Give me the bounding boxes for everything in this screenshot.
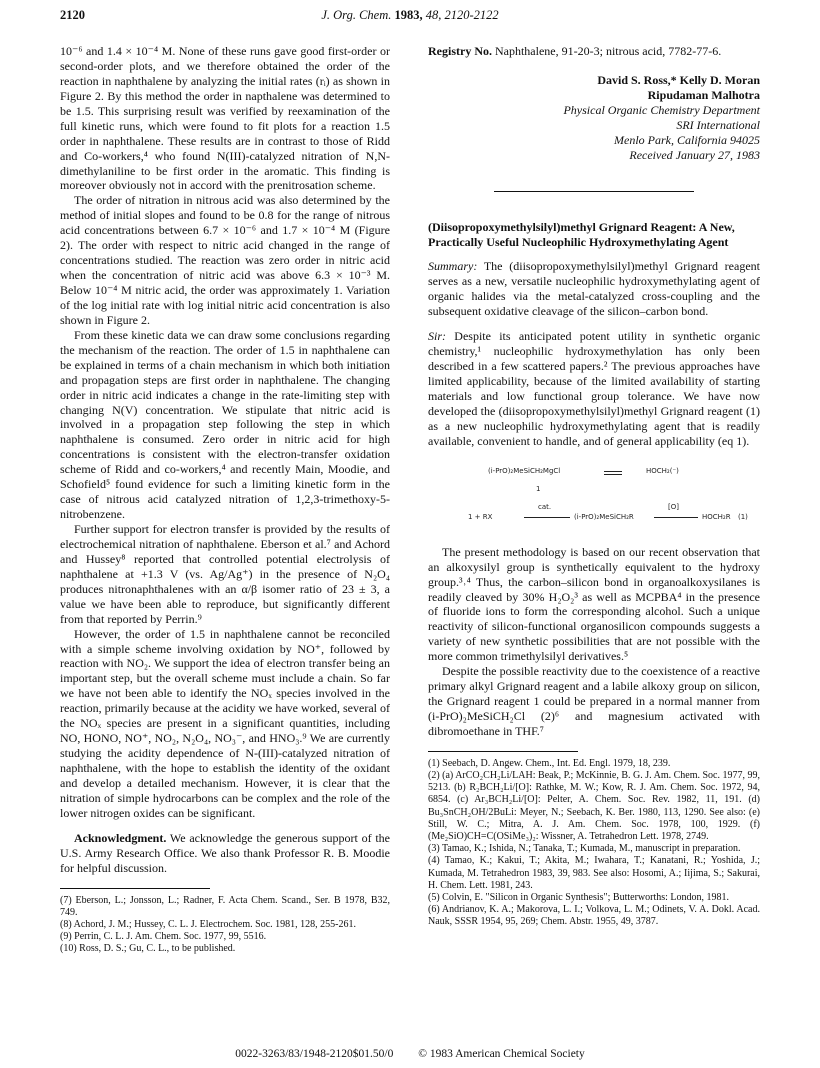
scheme-arrow-2 [654, 517, 698, 518]
sir-paragraph [428, 329, 760, 449]
received-date: Received January 27, 1983 [629, 147, 760, 162]
scheme-catalyst: cat. [538, 502, 552, 511]
footnote-5: (5) Colvin, E. "Silicon in Organic Synthesis"; Butterworths: London, 1981. [428, 891, 730, 903]
footnote-2: (2) (a) ArCO₂CH₂Li/LAH: Beak, P.; McKinnie, B. G. J. Am. Chem. Soc. 1977, 99, 5213. (b) R₂BCH₂Li/[O]: Rathke, M. W.; Kow, R. J. Am. Chem. Soc. 1972, 94, 6854. (c) Ar₃BCH₂Li/[O]: Pelter, A. Chem. Soc. Rev. 1982, 11, 191. (d) Bu₃SnCH₂OH/2BuLi: Meyer, N.; Seebach, K. Ber. 1980, 113, 1290. See also: (e) Still, W. C.; Mitra, A. J. Am. Chem. Soc. 1978, 100, 1929. (f) (Me₂SiO)CH=C(OSiMe₃)₂: Wissner, A. Tetrahedron Lett. 1978, 2749. [428, 770, 760, 842]
left-paragraph-4: Further support for electron transfer is provided by the results of electrochemical nitration of naphthalene. Eberson et al.⁷ and Achord and Hussey⁸ reported that controlled potential electrolysis of naphthalene at +1.3 V (vs. Ag/Ag⁺) in the presence of N₂O₄ produces nitronaphthalenes with an α/β isomer ratio of 23 ± 3, a value we have been able to reproduce, but significantly different from that reported by Perrin.⁹ [60, 522, 390, 626]
authors-line-1: David S. Ross,* Kelly D. Moran [597, 72, 760, 87]
journal-citation [60, 8, 760, 23]
journal-year: 1983, [394, 8, 423, 22]
registry-numbers [428, 44, 760, 59]
acknowledgment-label: Acknowledgment. [74, 830, 167, 845]
left-paragraph-5: However, the order of 1.5 in naphthalene cannot be reconciled with a simple scheme involving oxidation by NO⁺, followed by reaction with NO₂. We support the idea of electron transfer being an important step, but the overall scheme must include a chain. So far we have not been able to identify the NOₓ species involved in the reaction, primarily because at the acidity we have worked, several of the NOₓ species are present in a significant quantities, including NO, HONO, NO⁺, NO₂, N₂O₄, NO₃⁻, and HNO₃.⁹ We are currently studying the acidity dependence of N-(III)-catalyzed nitration of naphthalene, with the hope to establish the identity of the oxidant and develop a detailed mechanism. However, it is clear that the nitration of simple hydrocarbons can be complex and the role of the lower nitrogen oxides can be significant. [60, 626, 390, 820]
scheme-equation-number: (1) [738, 512, 748, 521]
summary-text: The (diisopropoxymethylsilyl)methyl Grignard reagent serves as a new, versatile nucleophilic hydroxymethylating agent of organic halides via the metal-catalyzed cross-coupling and the subsequent oxidative cleavage of the silicon–carbon bond. [428, 259, 760, 319]
scheme-arrow-1 [524, 517, 570, 518]
affiliation-location: Menlo Park, California 94025 [614, 132, 760, 147]
summary [428, 259, 760, 319]
footnote-7: (7) Eberson, L.; Jonsson, L.; Radner, F. Acta Chem. Scand., Ser. B 1978, B32, 749. [60, 894, 390, 918]
journal-volume-pages: 48, 2120-2122 [425, 8, 499, 22]
journal-name: J. Org. Chem. [321, 8, 392, 22]
registry-text: Naphthalene, 91-20-3; nitrous acid, 7782-77-6. [491, 44, 722, 58]
footnote-8: (8) Achord, J. M.; Hussey, C. L. J. Electrochem. Soc. 1981, 128, 255-261. [60, 918, 356, 930]
article-code: 0022-3263/83/1948-2120$01.50/0 [235, 1048, 394, 1060]
scheme-intermediate: (i-PrO)₂MeSiCH₂R [574, 512, 634, 521]
footnote-9: (9) Perrin, C. L. J. Am. Chem. Soc. 1977, 99, 5516. [60, 931, 267, 943]
scheme-compound-label: 1 [536, 484, 541, 493]
affiliation-institution: SRI International [676, 117, 760, 132]
right-column [428, 44, 760, 929]
scheme-product: HOCH₂R [702, 512, 731, 521]
right-paragraph-2: The present methodology is based on our recent observation that an alkoxysilyl group is synthetically equivalent to the hydroxy group.³˒⁴ Thus, the carbon–silicon bond in organoalkoxysilanes is readily cleaved by 30% H₂O₂³ as well as MCPBA⁴ in the presence of fluoride ions to form the corresponding alcohol. Such a unique reactivity of silicon-functional organosilicon compounds suggests a variety of new synthetic possibilities that are not possible with the more common trimethylsilyl derivatives.⁵ [428, 544, 760, 664]
scheme-oxidant: [O] [668, 502, 679, 511]
scheme-reagent: (i-PrO)₂MeSiCH₂MgCl [488, 466, 561, 475]
footnote-10: (10) Ross, D. S.; Gu, C. L., to be published. [60, 943, 236, 955]
reaction-scheme [428, 459, 760, 539]
acknowledgment [60, 831, 390, 876]
sir-label: Sir: [428, 329, 446, 344]
scheme-equivalent: HOCH₂(⁻) [646, 466, 679, 475]
scheme-equivalence-line-bottom [604, 474, 622, 475]
article-title: (Diisopropoxymethylsilyl)methyl Grignard Reagent: A New, Practically Useful Nucleophilic Hydroxymethylating Agent [428, 219, 735, 249]
article-divider [494, 191, 694, 192]
affiliation-department: Physical Organic Chemistry Department [563, 102, 760, 117]
footnote-divider-right [428, 751, 578, 752]
authors [428, 73, 760, 103]
acknowledgment-text: We acknowledge the generous support of the U.S. Army Research Office. We also thank Professor R. B. Moodie for helpful discussion. [60, 830, 390, 875]
authors-line-2: Ripudaman Malhotra [647, 87, 760, 102]
affiliation [428, 103, 760, 163]
copyright: © 1983 American Chemical Society [418, 1048, 585, 1060]
footnote-1: (1) Seebach, D. Angew. Chem., Int. Ed. Engl. 1979, 18, 239. [428, 757, 671, 769]
left-paragraph-3: From these kinetic data we can draw some conclusions regarding the mechanism of the reaction. The order of 1.5 in naphthalene can be explained in terms of a chain mechanism in which both initiation and propagation steps are first order in naphthalene. The changing order in nitric acid indicates a change in the rate-limiting step with changing N(V) concentration. We stipulate that nitric acid is involved in a propagation step following the step in which naphthalene is consumed. Zero order in nitric acid for high concentrations is consistent with the electron-transfer oxidation scheme of Ridd and co-workers,⁴ and recently Main, Moodie, and Schofield⁵ found evidence for such a limiting kinetic form in the case of nitrous acid catalyzed nitration of 1,2,3-trimethoxy-5-nitrobenzene. [60, 327, 390, 522]
left-paragraph-1: 10⁻⁶ and 1.4 × 10⁻⁴ M. None of these runs gave good first-order or second-order plots, and we therefore obtained the order of the reaction in naphthalene by analyzing the initial rates (rᵢ) as shown in Figure 2. By this method the order in napthalene was determined to be 1.5. This surprising result was verified by reexamination of the full kinetic runs, which were found to fit plots for a reaction 1.5 order in naphthalene. These results are in contrast to those of Ridd and Co-workers,⁴ who found N(III)-catalyzed nitration of N,N-dimethylaniline to be first order in the aromatic. This finding is moreover obviously not in accord with the prenitrosation scheme. [60, 44, 390, 193]
page-footer [60, 1048, 760, 1060]
footnote-divider [60, 888, 210, 889]
left-column [60, 44, 390, 956]
summary-label: Summary: [428, 259, 478, 274]
page-number: 2120 [60, 8, 85, 22]
footnote-3: (3) Tamao, K.; Ishida, N.; Tanaka, T.; Kumada, M., manuscript in preparation. [428, 843, 741, 855]
footnote-4: (4) Tamao, K.; Kakui, T.; Akita, M.; Iwahara, T.; Kanatani, R.; Yoshida, J.; Kumada, M. Tetrahedron 1983, 39, 983. See also: Hosomi, A.; Iijima, S.; Sakurai, H. Chem. Lett. 1981, 243. [428, 855, 760, 891]
left-paragraph-2: The order of nitration in nitrous acid was also determined by the method of initial slopes and found to be 0.8 for the range of nitrous acid concentrations between 6.7 × 10⁻⁶ and 1.7 × 10⁻⁴ M (Figure 2). The order with respect to nitric acid changed in the range of concentrations studied. The reaction was zero order in nitric acid when the concentration of nitric acid was above 6.3 × 10⁻³ M. Below 10⁻⁴ M nitric acid, the order was approximately 1. Variation of the log initial rate with log initial nitric acid concentration is also shown in Figure 2. [60, 193, 390, 327]
page-header [60, 8, 760, 28]
scheme-equivalence-line-top [604, 471, 622, 472]
registry-label: Registry No. [428, 44, 492, 58]
footnote-6: (6) Andrianov, K. A.; Makorova, L. I.; Volkova, L. M.; Odinets, V. A. Dokl. Acad. Nauk, SSSR 1954, 95, 269; Chem. Abstr. 1955, 49, 3787. [428, 904, 760, 928]
scheme-start: 1 + RX [468, 512, 493, 521]
right-paragraph-3: Despite the possible reactivity due to the coexistence of a reactive primary alkyl Grignard reagent and a labile alkoxy group on silicon, the Grignard reagent 1 could be prepared in a normal manner from (i-PrO)₂MeSiCH₂Cl (2)⁶ and magnesium activated with dibromoethane in THF.⁷ [428, 664, 760, 738]
sir-text: Despite its anticipated potent utility in synthetic organic chemistry,¹ nucleophilic hydroxymethylation has only been described in a few scattered papers.² The previous approaches have limited applicability, because of the limited availability of starting materials and low functional group tolerance. We have now developed the (diisopropoxymethylsilyl)methyl Grignard reagent (1) as a new nucleophilic hydroxymethylating agent that is readily available, convenient to handle, and of general applicability (eq 1). [428, 329, 760, 448]
